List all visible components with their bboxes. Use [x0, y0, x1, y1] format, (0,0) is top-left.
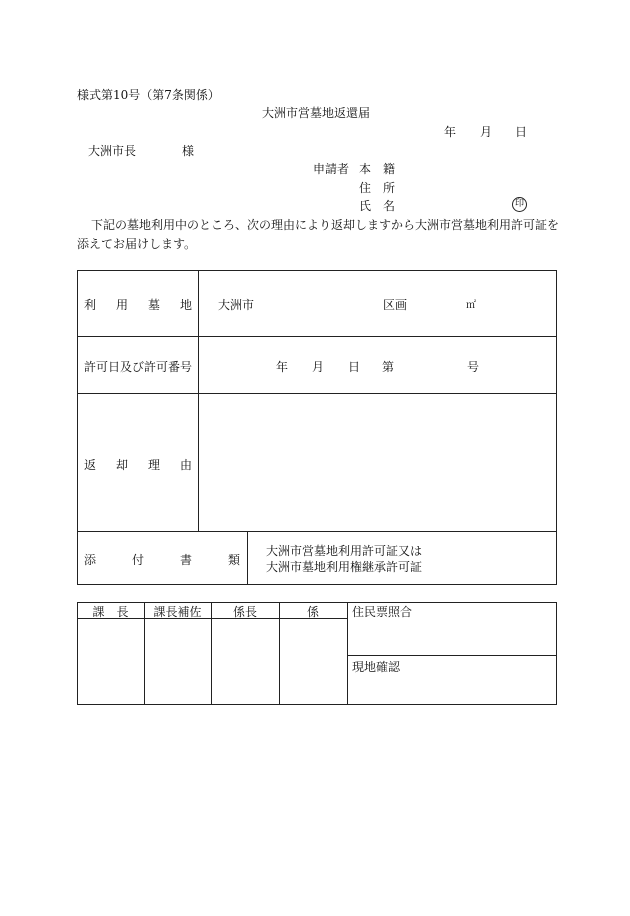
permit-number-prefix: 第 — [382, 360, 395, 374]
office-header-deputy-chief: 課長補佐 — [153, 605, 202, 619]
office-header-section-chief: 課 長 — [92, 605, 129, 619]
date-day: 日 — [515, 125, 528, 139]
attachment-line-1: 大洲市営墓地利用許可証又は — [266, 544, 423, 558]
site-check: 現地確認 — [352, 660, 401, 674]
addressee-mayor: 大洲市長 — [88, 144, 137, 158]
applicant-name: 氏 名 — [359, 199, 396, 213]
plot-area-unit: ㎡ — [466, 300, 476, 311]
date-month: 月 — [480, 125, 493, 139]
office-header-staff: 係 — [306, 605, 319, 619]
permit-month: 月 — [312, 360, 325, 374]
addressee-honorific: 様 — [182, 144, 195, 158]
applicant-address: 住 所 — [359, 181, 396, 195]
permit-label: 許可日及び許可番号 — [84, 360, 193, 374]
permit-day: 日 — [348, 360, 361, 374]
form-number: 様式第10号（第7条関係） — [77, 88, 220, 102]
seal-mark: 印 — [512, 197, 527, 212]
form-title: 大洲市営墓地返還届 — [262, 106, 371, 120]
applicant-domicile: 本 籍 — [359, 162, 396, 176]
date-year: 年 — [444, 125, 457, 139]
attachment-line-2: 大洲市墓地利用権継承許可証 — [266, 560, 423, 574]
permit-year: 年 — [276, 360, 289, 374]
plot-city: 大洲市 — [218, 298, 255, 312]
statement-line-1: 下記の墓地利用中のところ、次の理由により返却しますから大洲市営墓地利用許可証を — [91, 218, 560, 232]
attachment-label: 添 付 書 類 — [84, 553, 240, 567]
applicant-label: 申請者 — [313, 162, 350, 176]
permit-number-suffix: 号 — [467, 360, 480, 374]
plot-section: 区画 — [383, 298, 408, 312]
statement-line-2: 添えてお届けします。 — [77, 237, 197, 251]
reason-label: 返 却 理 由 — [84, 458, 192, 472]
resident-register-check: 住民票照合 — [352, 605, 413, 619]
office-header-unit-chief: 係長 — [232, 605, 257, 619]
plot-label: 利 用 墓 地 — [84, 298, 192, 312]
